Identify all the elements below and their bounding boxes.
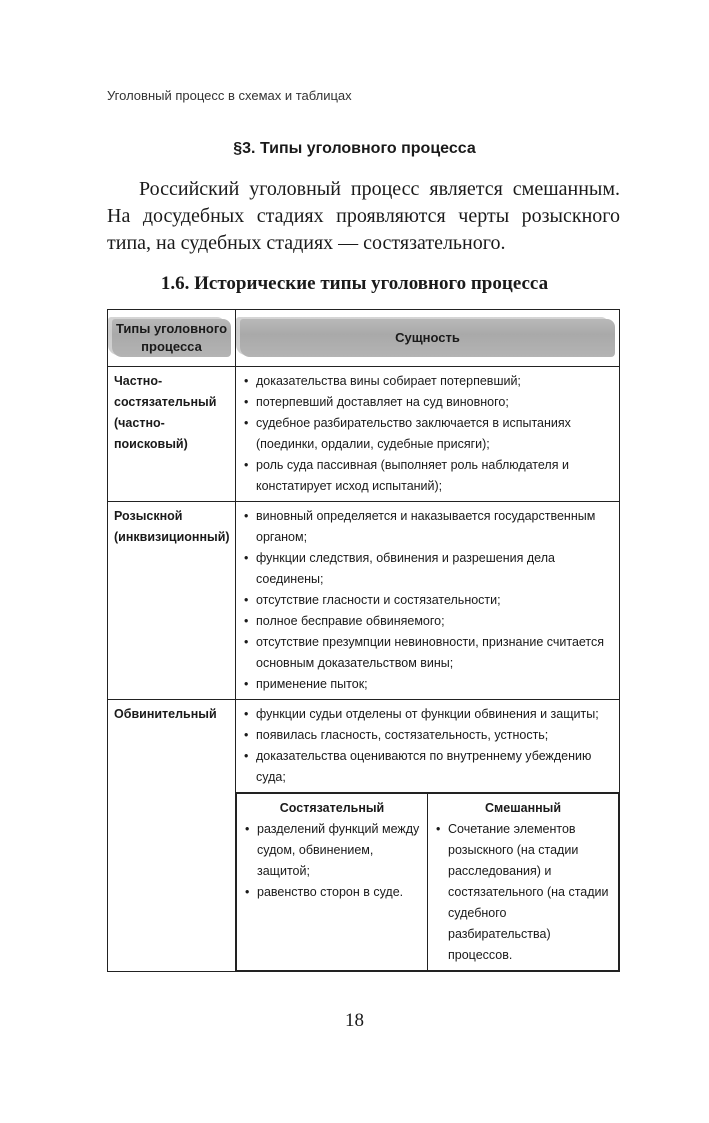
table-row [108,700,620,972]
subtypes-table [236,793,619,971]
running-head: Уголовный процесс в схемах и таблицах [107,88,352,103]
header-essence-label: Сущность [395,330,460,345]
list-item: • отсутствие гласности и состязательности; [242,590,613,611]
subtypes-block [236,792,619,971]
page-number: 18 [345,1010,364,1031]
table-row [108,502,620,700]
table-title: 1.6. Исторические типы уголовного процесса [160,273,549,294]
subtype-title: Смешанный [484,801,562,815]
list-item: • доказательства оцениваются по внутреннему убеждению суда; [242,746,613,788]
list-item: • роль суда пассивная (выполняет роль наблюдателя и констатирует исход испытаний); [242,455,613,497]
subtype-title: Состязательный [279,801,385,815]
historical-types-table [107,309,620,972]
header-essence-cell [236,310,620,367]
section-title: §3. Типы уголовного процесса [233,140,476,157]
list-item: • виновный определяется и наказывается государственным органом; [242,506,613,548]
header-type-cell [108,310,236,367]
table-row [108,367,620,502]
list-item: • Сочетание элементов розыскного (на стадии расследования) и состязательного (на стадии судебного разбирательства) процессов. [434,819,612,966]
list-item: • полное бесправие обвиняемого; [242,611,613,632]
essence-cell [236,700,620,972]
type-name: Розыскной (инквизиционный) [108,502,236,700]
essence-cell [236,502,620,700]
list-item: • разделений функций между судом, обвинением, защитой; [243,819,421,882]
list-item: • применение пыток; [242,674,613,695]
list-item: • равенство сторон в суде. [243,882,421,903]
intro-paragraph: Российский уголовный процесс является смешанным. На досудебных стадиях проявляются черты розыскного типа, на судебных стадиях — состязательного. [107,178,620,254]
list-item: • появилась гласность, состязательность, устность; [242,725,613,746]
table-header-row [108,310,620,367]
list-item: • судебное разбирательство заключается в испытаниях (поединки, ордалии, судебные присяги); [242,413,613,455]
list-item: • доказательства вины собирает потерпевший; [242,371,613,392]
list-item: • функции судьи отделены от функции обвинения и защиты; [242,704,613,725]
subtype-cell [237,794,428,971]
essence-cell [236,367,620,502]
subtype-cell [428,794,619,971]
type-name: Обвинительный [108,700,236,972]
list-item: • отсутствие презумпции невиновности, признание считается основным доказательством вины; [242,632,613,674]
list-item: • функции следствия, обвинения и разрешения дела соединены; [242,548,613,590]
header-type-label: Типы уголовного процесса [115,321,228,354]
type-name: Частно-состязательный (частно-поисковый) [108,367,236,502]
list-item: • потерпевший доставляет на суд виновного; [242,392,613,413]
